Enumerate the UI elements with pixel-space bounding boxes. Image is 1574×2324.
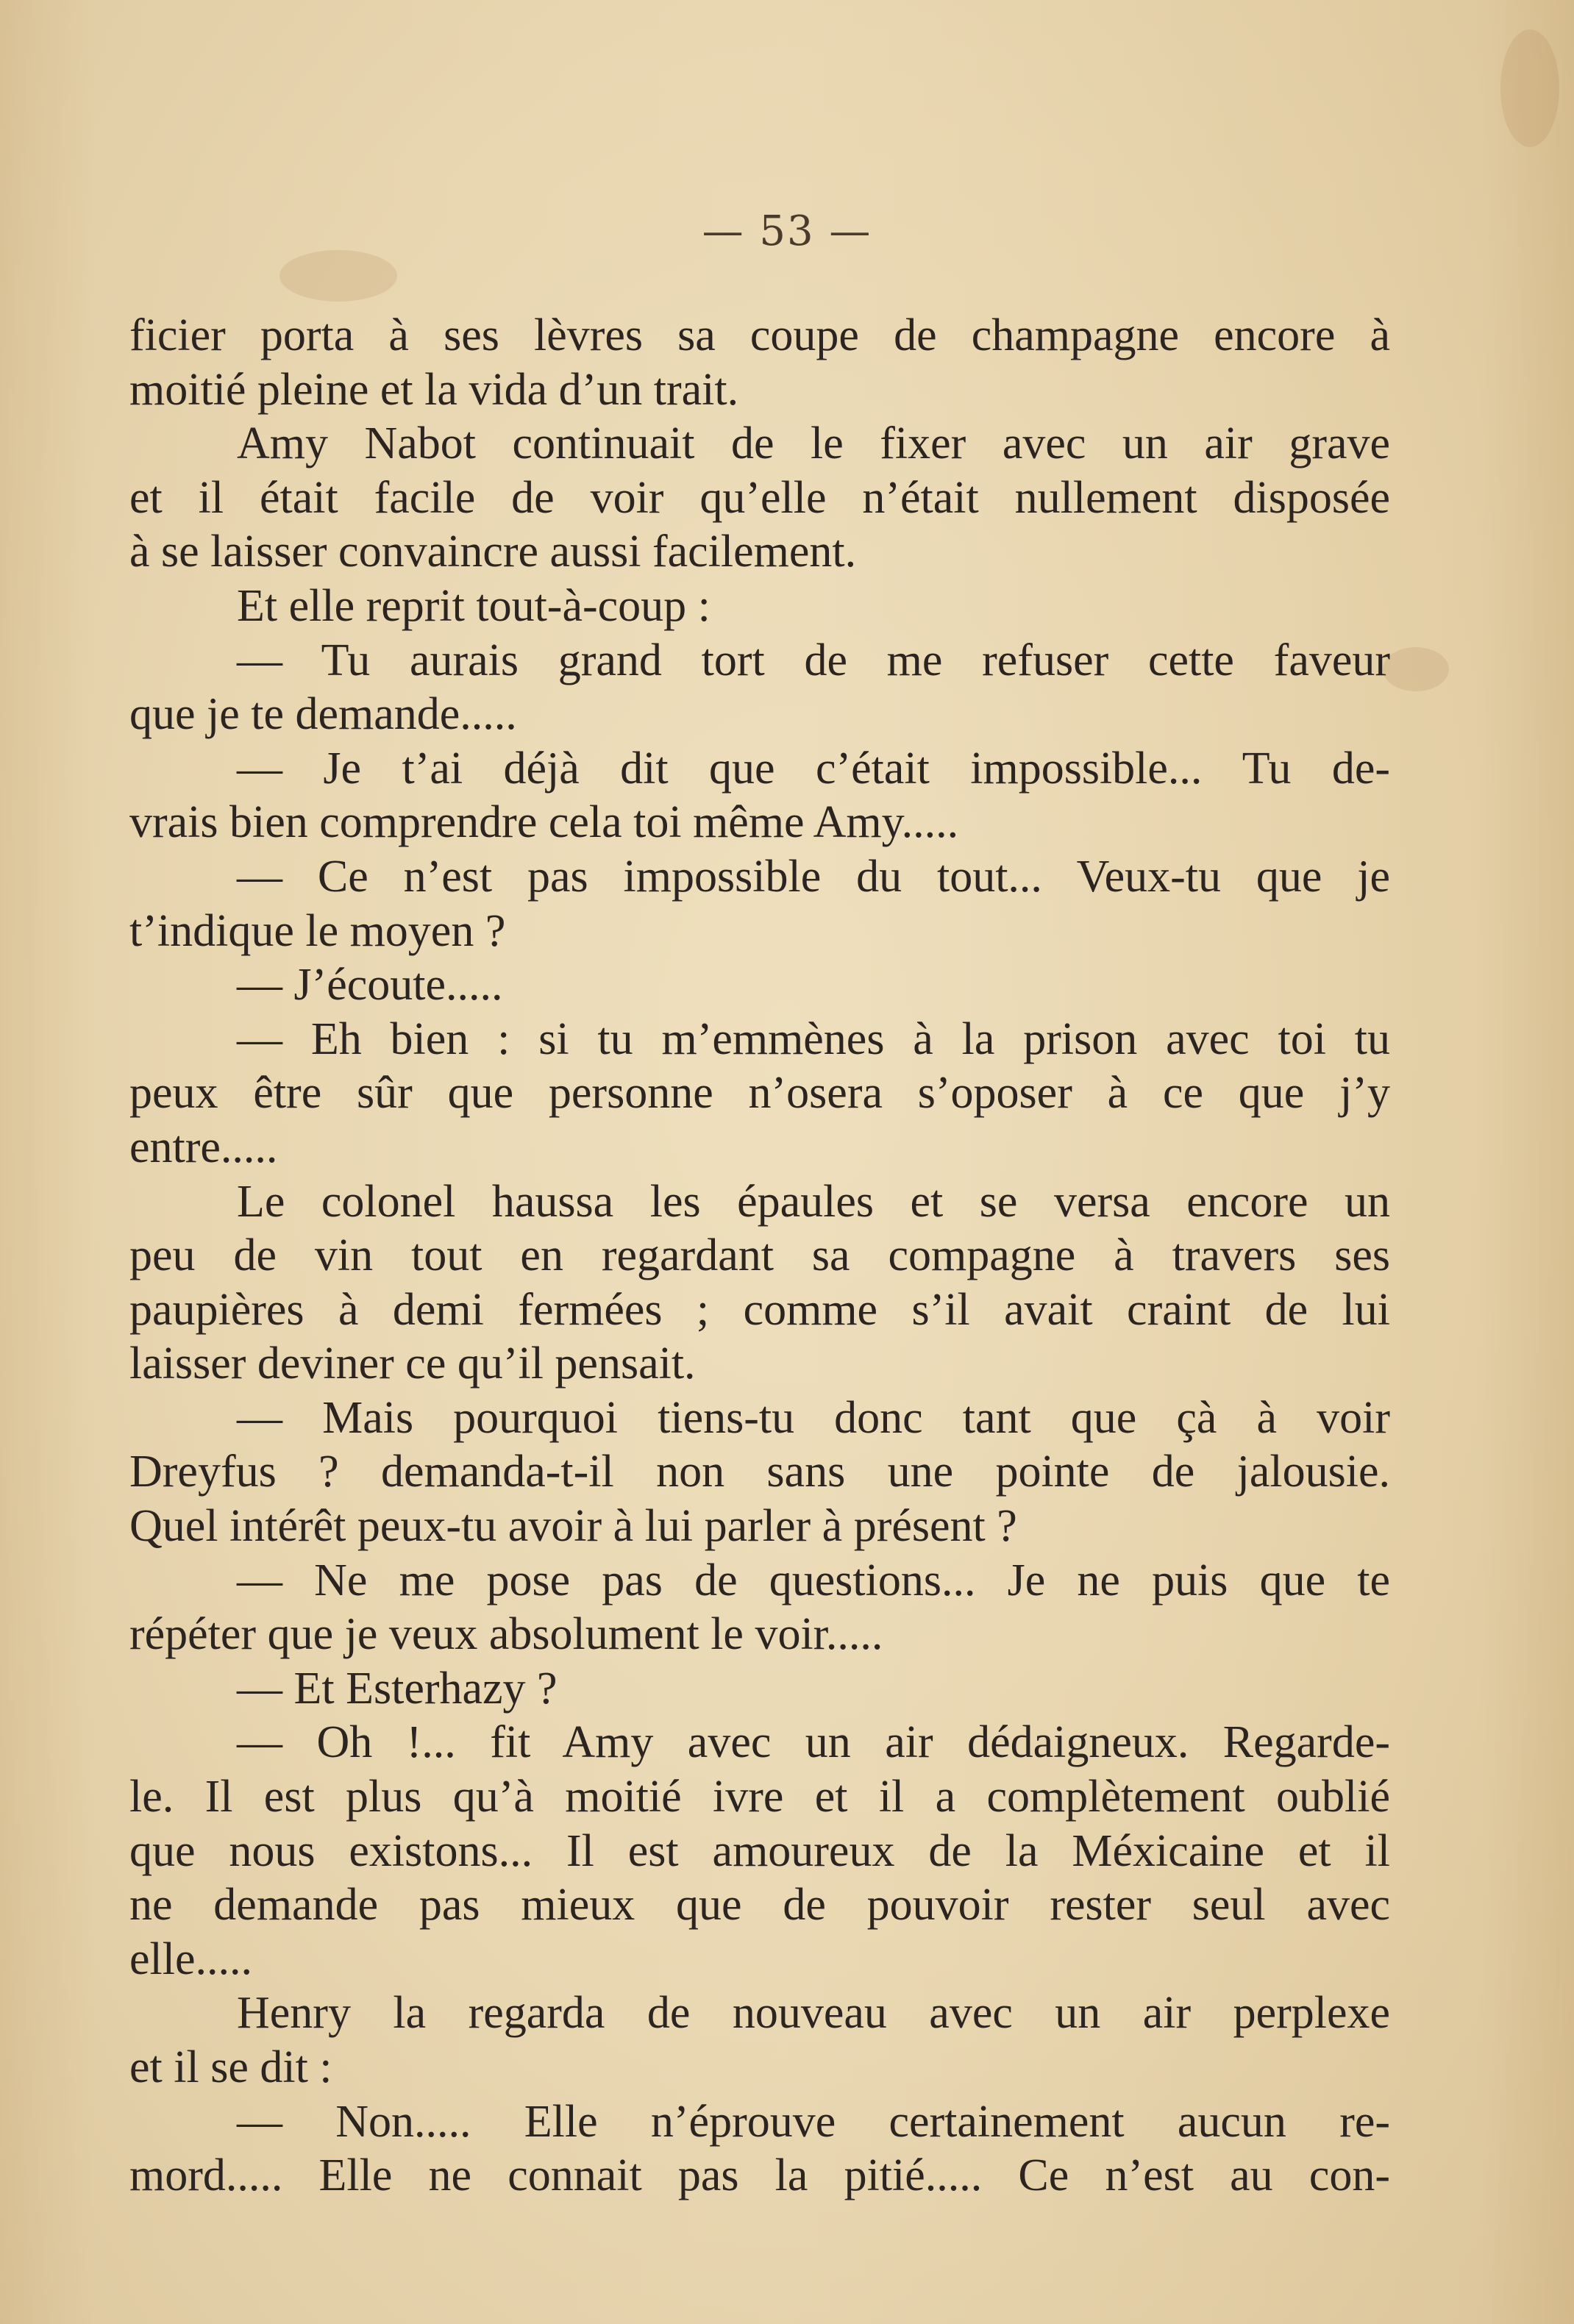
text-line: Le colonel haussa les épaules et se versa encore un [237,1176,1390,1227]
text-line: ne demande pas mieux que de pouvoir rester seul avec [129,1880,1390,1931]
text-line: — Eh bien : si tu m’emmènes à la prison avec toi tu [237,1013,1390,1064]
text-line: et il était facile de voir qu’elle n’était nullement disposée [129,472,1390,523]
text-line: Amy Nabot continuait de le fixer avec un air grave [237,418,1390,469]
text-line: moitié pleine et la vida d’un trait. [129,364,739,415]
text-line: peu de vin tout en regardant sa compagne à travers ses [129,1230,1390,1281]
text-line: — Non..... Elle n’éprouve certainement aucun re- [237,2096,1390,2147]
age-stain [279,250,397,302]
text-line: à se laisser convaincre aussi facilement. [129,527,857,577]
body-text [129,309,1390,2203]
text-line: — Et Esterhazy ? [237,1663,558,1714]
text-line: entre..... [129,1122,278,1172]
text-line: paupières à demi fermées ; comme s’il avait craint de lui [129,1284,1390,1335]
text-line: — Mais pourquoi tiens-tu donc tant que çà à voir [237,1392,1390,1443]
text-line: — J’écoute..... [237,960,503,1010]
text-line: elle..... [129,1933,252,1984]
text-line: Et elle reprit tout-à-coup : [237,580,711,631]
text-line: — Ne me pose pas de questions... Je ne puis que te [237,1555,1390,1605]
page-number: — 53 — [702,207,872,255]
text-line: — Ce n’est pas impossible du tout... Veux-tu que je [237,851,1390,902]
text-line: ficier porta à ses lèvres sa coupe de champagne encore à [129,310,1390,360]
text-line: — Tu aurais grand tort de me refuser cette faveur [237,635,1390,685]
text-line: laisser deviner ce qu’il pensait. [129,1339,696,1389]
age-stain [1500,29,1559,147]
text-line: Quel intérêt peux-tu avoir à lui parler à présent ? [129,1501,1017,1552]
text-line: répéter que je veux absolument le voir..... [129,1609,883,1660]
text-line: Henry la regarda de nouveau avec un air perplexe [237,1988,1390,2039]
text-line: t’indique le moyen ? [129,905,506,956]
text-line: mord..... Elle ne connait pas la pitié..... Ce n’est au con- [129,2150,1390,2201]
text-line: vrais bien comprendre cela toi même Amy..... [129,797,959,848]
text-line: — Oh !... fit Amy avec un air dédaigneux. Regarde- [237,1717,1390,1768]
text-line: — Je t’ai déjà dit que c’était impossible... Tu de- [237,743,1390,794]
text-line: le. Il est plus qu’à moitié ivre et il a complètement oublié [129,1772,1390,1822]
text-line: et il se dit : [129,2042,332,2092]
text-line: que nous existons... Il est amoureux de la Méxicaine et il [129,1825,1390,1876]
text-line: Dreyfus ? demanda-t-il non sans une pointe de jalousie. [129,1447,1390,1497]
age-stain [1383,647,1449,691]
text-line: peux être sûr que personne n’osera s’oposer à ce que j’y [129,1068,1390,1119]
text-line: que je te demande..... [129,689,517,740]
